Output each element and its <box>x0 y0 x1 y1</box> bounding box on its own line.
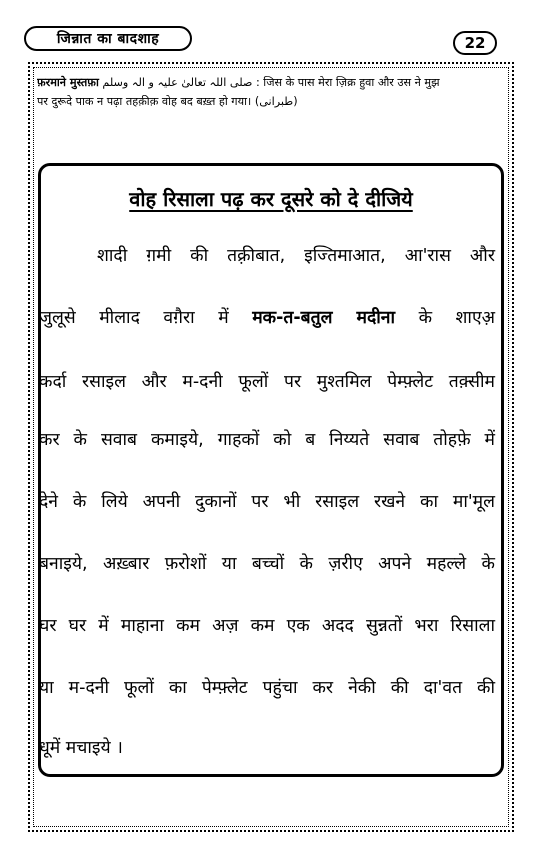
article-heading: वोह रिसाला पढ़ कर दूसरे को दे दीजिये <box>129 187 413 211</box>
hadith-lead: फ़रमाने मुस्तफ़ा <box>37 76 99 89</box>
hadith-salutation: صلی اللہ تعالیٰ علیہ و الہ وسلم <box>102 76 253 89</box>
paragraph-line-3: कर्दा रसाइल और म-दनी फूलों पर मुश्तमिल पेम्फ़्लेट तक़्सीम <box>39 372 495 392</box>
hadith-box <box>37 73 503 113</box>
paragraph-line-9: धूमें मचाइये । <box>39 738 123 758</box>
paragraph-line-2 <box>39 304 495 332</box>
paragraph-line-8: या म-दनी फूलों का पेम्फ़्लेट पहुंचा कर नेकी की दा'वत की <box>39 678 495 698</box>
hadith-source: (طبرانی) <box>254 95 298 108</box>
page-number: 22 <box>453 31 497 55</box>
paragraph-line-1: शादी ग़मी की तक़्रीबात, इज्तिमाआत, आ'रास और <box>97 246 495 266</box>
hadith-line-2 <box>37 92 503 111</box>
paragraph-line-6: बनाइये, अख़्बार फ़रोशों या बच्चों के ज़रीए अपने महल्ले के <box>39 554 495 574</box>
hadith-line-1 <box>37 73 503 92</box>
paragraph-line-5: देने के लिये अपनी दुकानों पर भी रसाइल रखने का मा'मूल <box>39 492 495 512</box>
line2-before: जुलूसे मीलाद वग़ैरा में <box>39 308 229 328</box>
line2-after: के शाएअ़ <box>418 308 496 328</box>
paragraph-line-7: घर घर में माहाना कम अज़ कम एक अदद सुन्नतों भरा रिसाला <box>39 616 495 636</box>
hadith-text-2: पर दुरूदे पाक न पढ़ा तहक़ीक़ वोह बद बख़्त हो गया। <box>37 95 252 108</box>
book-title: जिन्नात का बादशाह <box>24 26 192 51</box>
publisher-name: मक-त-बतुल मदीना <box>252 308 396 328</box>
hadith-text-1: : जिस के पास मेरा ज़िक्र हुवा और उस ने मुझ <box>255 76 440 89</box>
paragraph-line-4: कर के सवाब कमाइये, गाहकों को ब निय्यते सवाब तोहफ़े में <box>39 430 495 450</box>
